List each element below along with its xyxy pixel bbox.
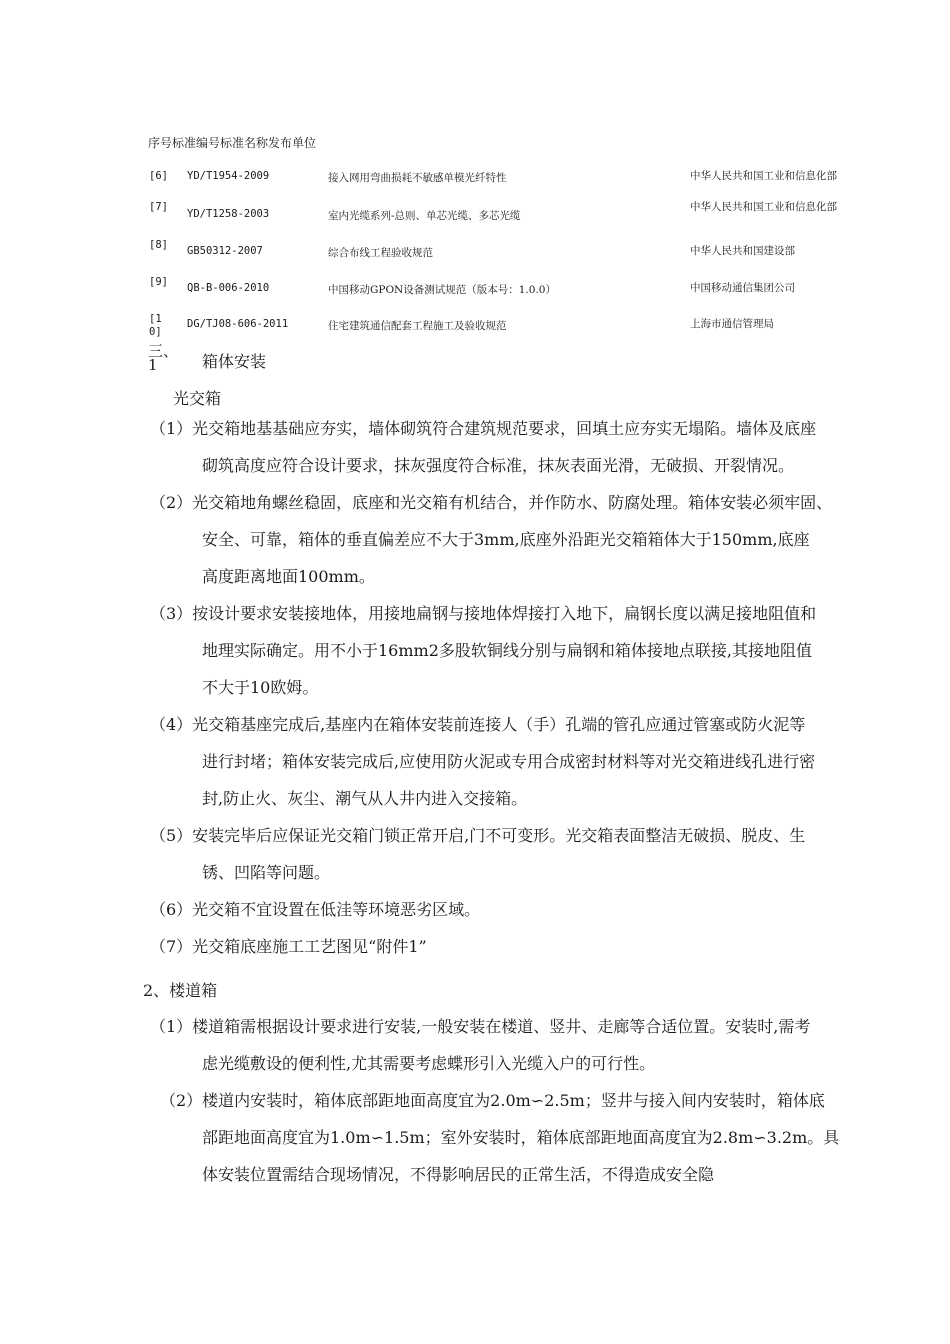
item-continuation: 体安装位置需结合现场情况，不得影响居民的正常生活，不得造成安全隐: [202, 1165, 715, 1184]
row-publisher: 上海市通信管理局: [690, 318, 774, 330]
list-item: [150, 706, 870, 817]
item-text: （2）光交箱地角螺丝稳固，底座和光交箱有机结合，并作防水、防腐处理。箱体安装必须牢固、: [150, 493, 833, 512]
list-item: [160, 1082, 870, 1193]
list-item: [150, 1008, 870, 1082]
item-text: （7）光交箱底座施工工艺图见“附件1”: [150, 937, 427, 956]
item-text: （1）光交箱地基基础应夯实，墙体砌筑符合建筑规范要求，回填土应夯实无塌陷。墙体及底座: [150, 419, 817, 438]
row-number: [10]: [149, 313, 162, 338]
list-item: [150, 410, 870, 484]
item-continuation: 部距地面高度宜为1.0m∽1.5m；室外安装时，箱体底部距地面高度宜为2.8m∽3.2m。具: [202, 1128, 840, 1147]
table-header: 序号标准编号标准名称发布单位: [148, 136, 317, 150]
section-title: 箱体安装: [202, 352, 267, 371]
cabinet-requirements-list: [150, 410, 870, 965]
row-number: [6]: [149, 170, 168, 182]
row-standard-name: 住宅建筑通信配套工程施工及验收规范: [328, 320, 507, 332]
section-number: 三、1: [148, 342, 179, 374]
row-standard-code: DG/TJ08-606-2011: [187, 318, 289, 330]
item-continuation: 锈、凹陷等问题。: [202, 863, 331, 882]
item-continuation: 砌筑高度应符合设计要求，抹灰强度符合标准，抹灰表面光滑，无破损、开裂情况。: [202, 456, 795, 475]
row-standard-code: YD/T1954-2009: [187, 170, 270, 182]
list-item: [150, 817, 870, 891]
list-item: [150, 891, 870, 928]
row-standard-name: 中国移动GPON设备测试规范（版本号：1.0.0）: [328, 284, 556, 296]
item-continuation: 地理实际确定。用不小于16mm2多股软铜线分别与扁钢和箱体接地点联接,其接地阻值: [202, 641, 812, 660]
item-continuation: 不大于10欧姆。: [202, 678, 319, 697]
row-standard-name: 室内光缆系列-总则、单芯光缆、多芯光缆: [328, 210, 521, 222]
row-publisher: 中国移动通信集团公司: [690, 282, 795, 294]
item-continuation: 虑光缆敷设的便利性,尤其需要考虑蝶形引入光缆入户的可行性。: [202, 1054, 656, 1073]
corridor-box-requirements-list: [150, 1008, 870, 1193]
row-standard-code: QB-B-006-2010: [187, 282, 270, 294]
list-item: [150, 595, 870, 706]
list-item: [150, 928, 870, 965]
item-text: （2）楼道内安装时，箱体底部距地面高度宜为2.0m∽2.5m；竖井与接入间内安装时，箱体底: [160, 1091, 825, 1110]
row-standard-name: 综合布线工程验收规范: [328, 247, 433, 259]
item-text: （4）光交箱基座完成后,基座内在箱体安装前连接人（手）孔端的管孔应通过管塞或防火泥等: [150, 715, 806, 734]
item-text: （5）安装完毕后应保证光交箱门锁正常开启,门不可变形。光交箱表面整洁无破损、脱皮、生: [150, 826, 806, 845]
item-continuation: 进行封堵；箱体安装完成后,应使用防火泥或专用合成密封材料等对光交箱进线孔进行密: [202, 752, 816, 771]
row-number: [7]: [149, 201, 168, 213]
item-text: （3）按设计要求安装接地体，用接地扁钢与接地体焊接打入地下，扁钢长度以满足接地阻值和: [150, 604, 817, 623]
row-number: [9]: [149, 276, 168, 288]
subsection-title-corridor-box: 2、楼道箱: [143, 981, 218, 1000]
item-continuation: 高度距离地面100mm。: [202, 567, 375, 586]
subsection-title-cabinet: 光交箱: [173, 389, 222, 408]
item-text: （6）光交箱不宜设置在低洼等环境恶劣区域。: [150, 900, 481, 919]
row-standard-code: YD/T1258-2003: [187, 208, 270, 220]
list-item: [150, 484, 870, 595]
row-standard-name: 接入网用弯曲损耗不敏感单模光纤特性: [328, 172, 507, 184]
item-continuation: 安全、可靠，箱体的垂直偏差应不大于3mm,底座外沿距光交箱箱体大于150mm,底座: [202, 530, 810, 549]
item-text: （1）楼道箱需根据设计要求进行安装,一般安装在楼道、竖井、走廊等合适位置。安装时,需考: [150, 1017, 811, 1036]
row-standard-code: GB50312-2007: [187, 245, 263, 257]
row-publisher: 中华人民共和国工业和信息化部: [690, 170, 837, 182]
row-publisher: 中华人民共和国建设部: [690, 245, 795, 257]
row-number: [8]: [149, 239, 168, 251]
row-publisher: 中华人民共和国工业和信息化部: [690, 201, 837, 213]
item-continuation: 封,防止火、灰尘、潮气从人井内进入交接箱。: [202, 789, 528, 808]
